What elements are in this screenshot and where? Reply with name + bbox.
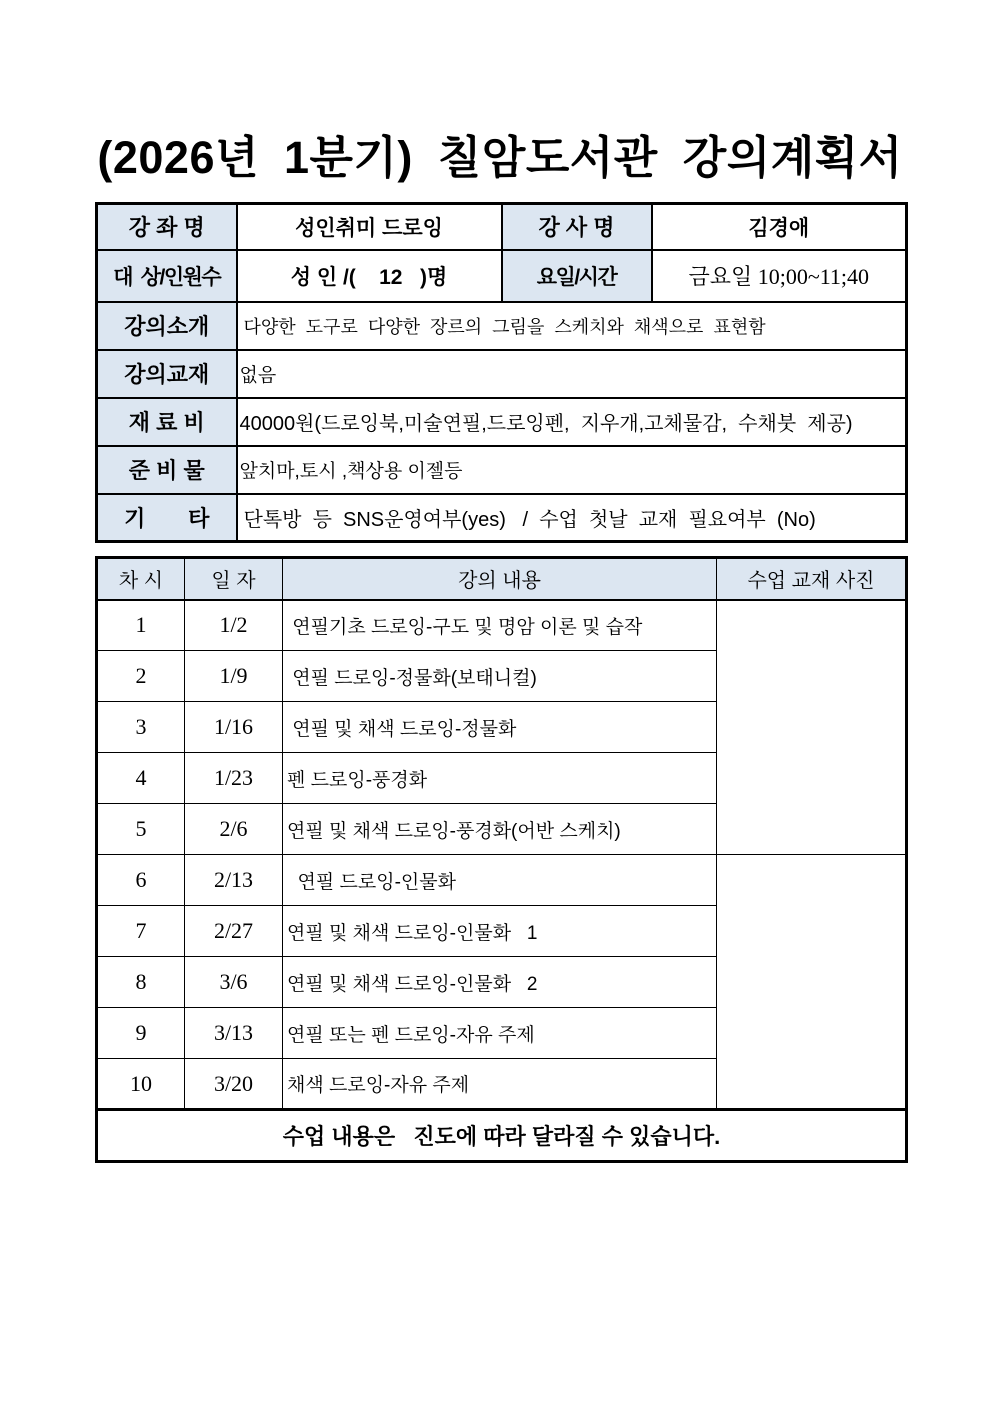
session-date: 1/23 [185,753,283,804]
value-material-fee: 40000원(드로잉북,미술연필,드로잉펜, 지우개,고체물감, 수채붓 제공) [237,398,907,446]
value-course-textbook: 없음 [237,350,907,398]
schedule-header-row [97,558,907,600]
value-target-capacity: 성 인 /( 12 )명 [237,250,502,302]
label-course-name: 강 좌 명 [97,204,237,250]
schedule-row [97,600,907,651]
schedule-table [95,556,908,1163]
row-course-name [97,204,907,250]
row-target-capacity [97,250,907,302]
footer-note: 수업 내용은 진도에 따라 달라질 수 있습니다. [97,1110,907,1162]
row-supplies [97,446,907,494]
syllabus-document [95,130,905,1163]
session-number: 7 [97,906,185,957]
label-target-capacity: 대 상/인원수 [97,250,237,302]
session-content: 펜 드로잉-풍경화 [283,753,717,804]
schedule-row [97,855,907,906]
value-course-name: 성인취미 드로잉 [237,204,502,250]
session-date: 2/27 [185,906,283,957]
session-content: 연필기초 드로잉-구도 및 명암 이론 및 습작 [283,600,717,651]
session-number: 4 [97,753,185,804]
header-content: 강의 내용 [283,558,717,600]
label-etc: 기 타 [97,494,237,542]
session-content: 연필 드로잉-정물화(보태니컬) [283,651,717,702]
session-number: 6 [97,855,185,906]
label-day-time: 요일/시간 [502,250,652,302]
session-number: 2 [97,651,185,702]
session-content: 연필 또는 펜 드로잉-자유 주제 [283,1008,717,1059]
row-course-intro [97,302,907,350]
label-supplies: 준 비 물 [97,446,237,494]
session-date: 1/9 [185,651,283,702]
course-info-table [95,202,908,543]
label-instructor-name: 강 사 명 [502,204,652,250]
session-content: 연필 및 채색 드로잉-정물화 [283,702,717,753]
label-material-fee: 재 료 비 [97,398,237,446]
session-date: 1/16 [185,702,283,753]
row-etc [97,494,907,542]
session-number: 8 [97,957,185,1008]
photo-cell-upper [717,600,907,855]
session-content: 채색 드로잉-자유 주제 [283,1059,717,1110]
schedule-footer-row [97,1110,907,1162]
session-number: 9 [97,1008,185,1059]
row-course-textbook [97,350,907,398]
value-course-intro: 다양한 도구로 다양한 장르의 그림을 스케치와 채색으로 표현함 [237,302,907,350]
value-day-time: 금요일 10;00~11;40 [652,250,907,302]
session-number: 3 [97,702,185,753]
header-session: 차 시 [97,558,185,600]
page-title: (2026년 1분기) 칠암도서관 강의계획서 [97,132,903,183]
session-date: 3/6 [185,957,283,1008]
session-date: 1/2 [185,600,283,651]
header-date: 일 자 [185,558,283,600]
session-date: 3/13 [185,1008,283,1059]
session-date: 3/20 [185,1059,283,1110]
session-date: 2/6 [185,804,283,855]
value-etc: 단톡방 등 SNS운영여부(yes) / 수업 첫날 교재 필요여부 (No) [237,494,907,542]
session-content: 연필 드로잉-인물화 [283,855,717,906]
photo-cell-lower [717,855,907,1110]
session-number: 5 [97,804,185,855]
session-number: 1 [97,600,185,651]
label-course-intro: 강의소개 [97,302,237,350]
session-content: 연필 및 채색 드로잉-풍경화(어반 스케치) [283,804,717,855]
session-content: 연필 및 채색 드로잉-인물화 1 [283,906,717,957]
header-photo: 수업 교재 사진 [717,558,907,600]
session-content: 연필 및 채색 드로잉-인물화 2 [283,957,717,1008]
session-date: 2/13 [185,855,283,906]
row-material-fee [97,398,907,446]
session-number: 10 [97,1059,185,1110]
value-instructor-name: 김경애 [652,204,907,250]
label-course-textbook: 강의교재 [97,350,237,398]
value-supplies: 앞치마,토시 ,책상용 이젤등 [237,446,907,494]
